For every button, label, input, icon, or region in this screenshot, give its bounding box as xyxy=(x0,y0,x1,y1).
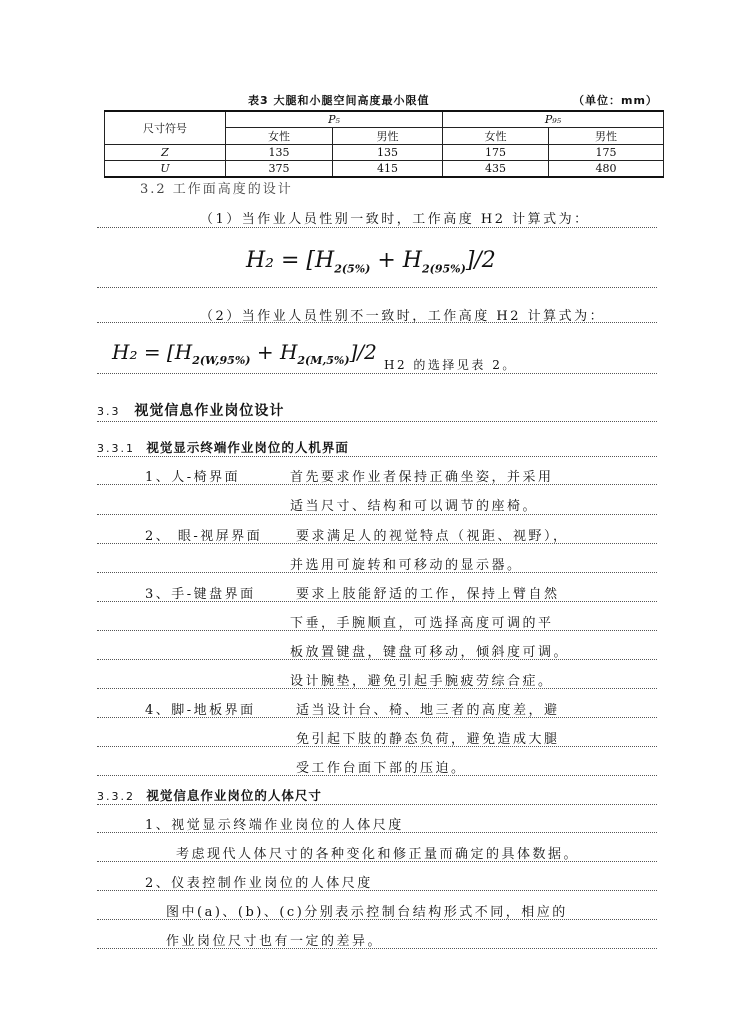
dotted-rule xyxy=(97,630,657,631)
table-cell: 175 xyxy=(549,145,664,161)
table-caption: 表3 大腿和小腿空间高度最小限值 xyxy=(248,94,430,107)
section-3-3-1 xyxy=(97,438,349,456)
subsection-1-body: 考虑现代人体尺寸的各种变化和修正量而确定的具体数据。 xyxy=(176,847,580,862)
table-row xyxy=(105,145,664,161)
formula-1-lhs: H₂ = [H xyxy=(246,248,335,273)
dotted-rule xyxy=(97,832,657,833)
dotted-rule xyxy=(97,572,657,573)
header-group-p5: P₅ xyxy=(226,111,443,128)
data-table xyxy=(104,110,664,178)
header-group-p95: P₉₅ xyxy=(443,111,664,128)
formula-2-rhs: ]/2 xyxy=(349,340,377,364)
item-3-line-4: 设计腕垫，避免引起手腕疲劳综合症。 xyxy=(290,674,554,689)
table-cell: 375 xyxy=(226,161,333,178)
paragraph-2: （2）当作业人员性别不一致时，工作高度 H2 计算式为： xyxy=(200,309,606,324)
formula-1 xyxy=(246,248,496,275)
item-2-line-2: 并选用可旋转和可移动的显示器。 xyxy=(290,558,523,573)
item-4-line-2: 免引起下肢的静态负荷，避免造成大腿 xyxy=(296,732,560,747)
subheader-cell: 女性 xyxy=(443,128,549,145)
dotted-rule xyxy=(97,775,657,776)
formula-1-rhs: ]/2 xyxy=(465,248,496,273)
dotted-rule xyxy=(97,373,657,374)
item-3-label: 3、手-键盘界面 xyxy=(145,587,256,602)
dotted-rule xyxy=(97,543,657,544)
item-1-line-1: 首先要求作业者保持正确坐姿，并采用 xyxy=(290,470,554,485)
subsection-2-line-1: 图中(a)、(b)、(c)分别表示控制台结构形式不同，相应的 xyxy=(166,905,568,920)
table-cell: 135 xyxy=(226,145,333,161)
dotted-rule xyxy=(97,514,657,515)
formula-1-sub1: 2(5%) xyxy=(334,262,371,276)
table-row xyxy=(105,161,664,178)
item-2-line-1: 要求满足人的视觉特点（视距、视野）， xyxy=(296,529,569,544)
cut-off-text: 3.2 工作面高度的设计 xyxy=(140,182,293,197)
subheader-cell: 男性 xyxy=(333,128,443,145)
item-1-label: 1、人-椅界面 xyxy=(145,470,241,485)
item-1-line-2: 适当尺寸、结构和可以调节的座椅。 xyxy=(290,499,539,514)
dotted-rule xyxy=(97,919,657,920)
table-cell: 435 xyxy=(443,161,549,178)
formula-1-mid: + H xyxy=(370,248,422,273)
dotted-rule xyxy=(97,659,657,660)
item-4-line-1: 适当设计台、椅、地三者的高度差，避 xyxy=(296,703,560,718)
dotted-rule xyxy=(97,717,657,718)
dotted-rule xyxy=(97,287,657,288)
section-number: 3.3.2 xyxy=(97,790,135,803)
formula-2 xyxy=(112,340,377,367)
subsection-1: 1、视觉显示终端作业岗位的人体尺度 xyxy=(145,818,404,833)
paragraph-1: （1）当作业人员性别一致时，工作高度 H2 计算式为： xyxy=(200,212,590,227)
dotted-rule xyxy=(97,456,657,457)
subsection-2: 2、仪表控制作业岗位的人体尺度 xyxy=(145,876,373,891)
dotted-rule xyxy=(97,804,657,805)
subheader-cell: 女性 xyxy=(226,128,333,145)
formula-2-note: H2 的选择见表 2。 xyxy=(384,358,517,372)
table-cell: 480 xyxy=(549,161,664,178)
table-cell: 175 xyxy=(443,145,549,161)
dotted-rule xyxy=(97,601,657,602)
formula-2-sub2: 2(M,5%) xyxy=(297,354,350,367)
item-3-line-2: 下垂，手腕顺直，可选择高度可调的平 xyxy=(290,616,554,631)
section-3-3-2 xyxy=(97,786,322,804)
section-title: 视觉信息作业岗位的人体尺寸 xyxy=(146,788,322,803)
item-4-line-3: 受工作台面下部的压迫。 xyxy=(296,761,467,776)
dotted-rule xyxy=(97,890,657,891)
section-title: 视觉信息作业岗位设计 xyxy=(134,403,285,419)
dotted-rule xyxy=(97,421,657,422)
formula-2-mid: + H xyxy=(250,340,298,364)
dotted-rule xyxy=(97,322,657,323)
formula-2-lhs: H₂ = [H xyxy=(112,340,193,364)
table-header-row xyxy=(105,111,664,128)
item-3-line-1: 要求上肢能舒适的工作，保持上臂自然 xyxy=(296,587,560,602)
formula-1-sub2: 2(95%) xyxy=(421,262,466,276)
subsection-2-line-2: 作业岗位尺寸也有一定的差异。 xyxy=(166,934,384,949)
table-cell: 135 xyxy=(333,145,443,161)
table-cell: 415 xyxy=(333,161,443,178)
section-title: 视觉显示终端作业岗位的人机界面 xyxy=(146,440,349,455)
dotted-rule xyxy=(97,227,657,228)
table-unit: （单位：mm） xyxy=(573,94,658,107)
section-number: 3.3 xyxy=(97,405,121,418)
dotted-rule xyxy=(97,948,657,949)
section-number: 3.3.1 xyxy=(97,442,135,455)
row-symbol: Z xyxy=(105,145,226,161)
item-4-label: 4、脚-地板界面 xyxy=(145,703,256,718)
cut-off-line xyxy=(140,182,293,197)
item-2-label: 2、 眼-视屏界面 xyxy=(145,529,263,544)
section-3-3 xyxy=(97,400,284,420)
subheader-cell: 男性 xyxy=(549,128,664,145)
formula-2-sub1: 2(W,95%) xyxy=(192,354,251,367)
header-symbol: 尺寸符号 xyxy=(105,111,226,145)
dotted-rule xyxy=(97,746,657,747)
dotted-rule xyxy=(97,688,657,689)
row-symbol: U xyxy=(105,161,226,178)
dotted-rule xyxy=(97,861,657,862)
dotted-rule xyxy=(97,484,657,485)
item-3-line-3: 板放置键盘，键盘可移动，倾斜度可调。 xyxy=(290,645,570,660)
